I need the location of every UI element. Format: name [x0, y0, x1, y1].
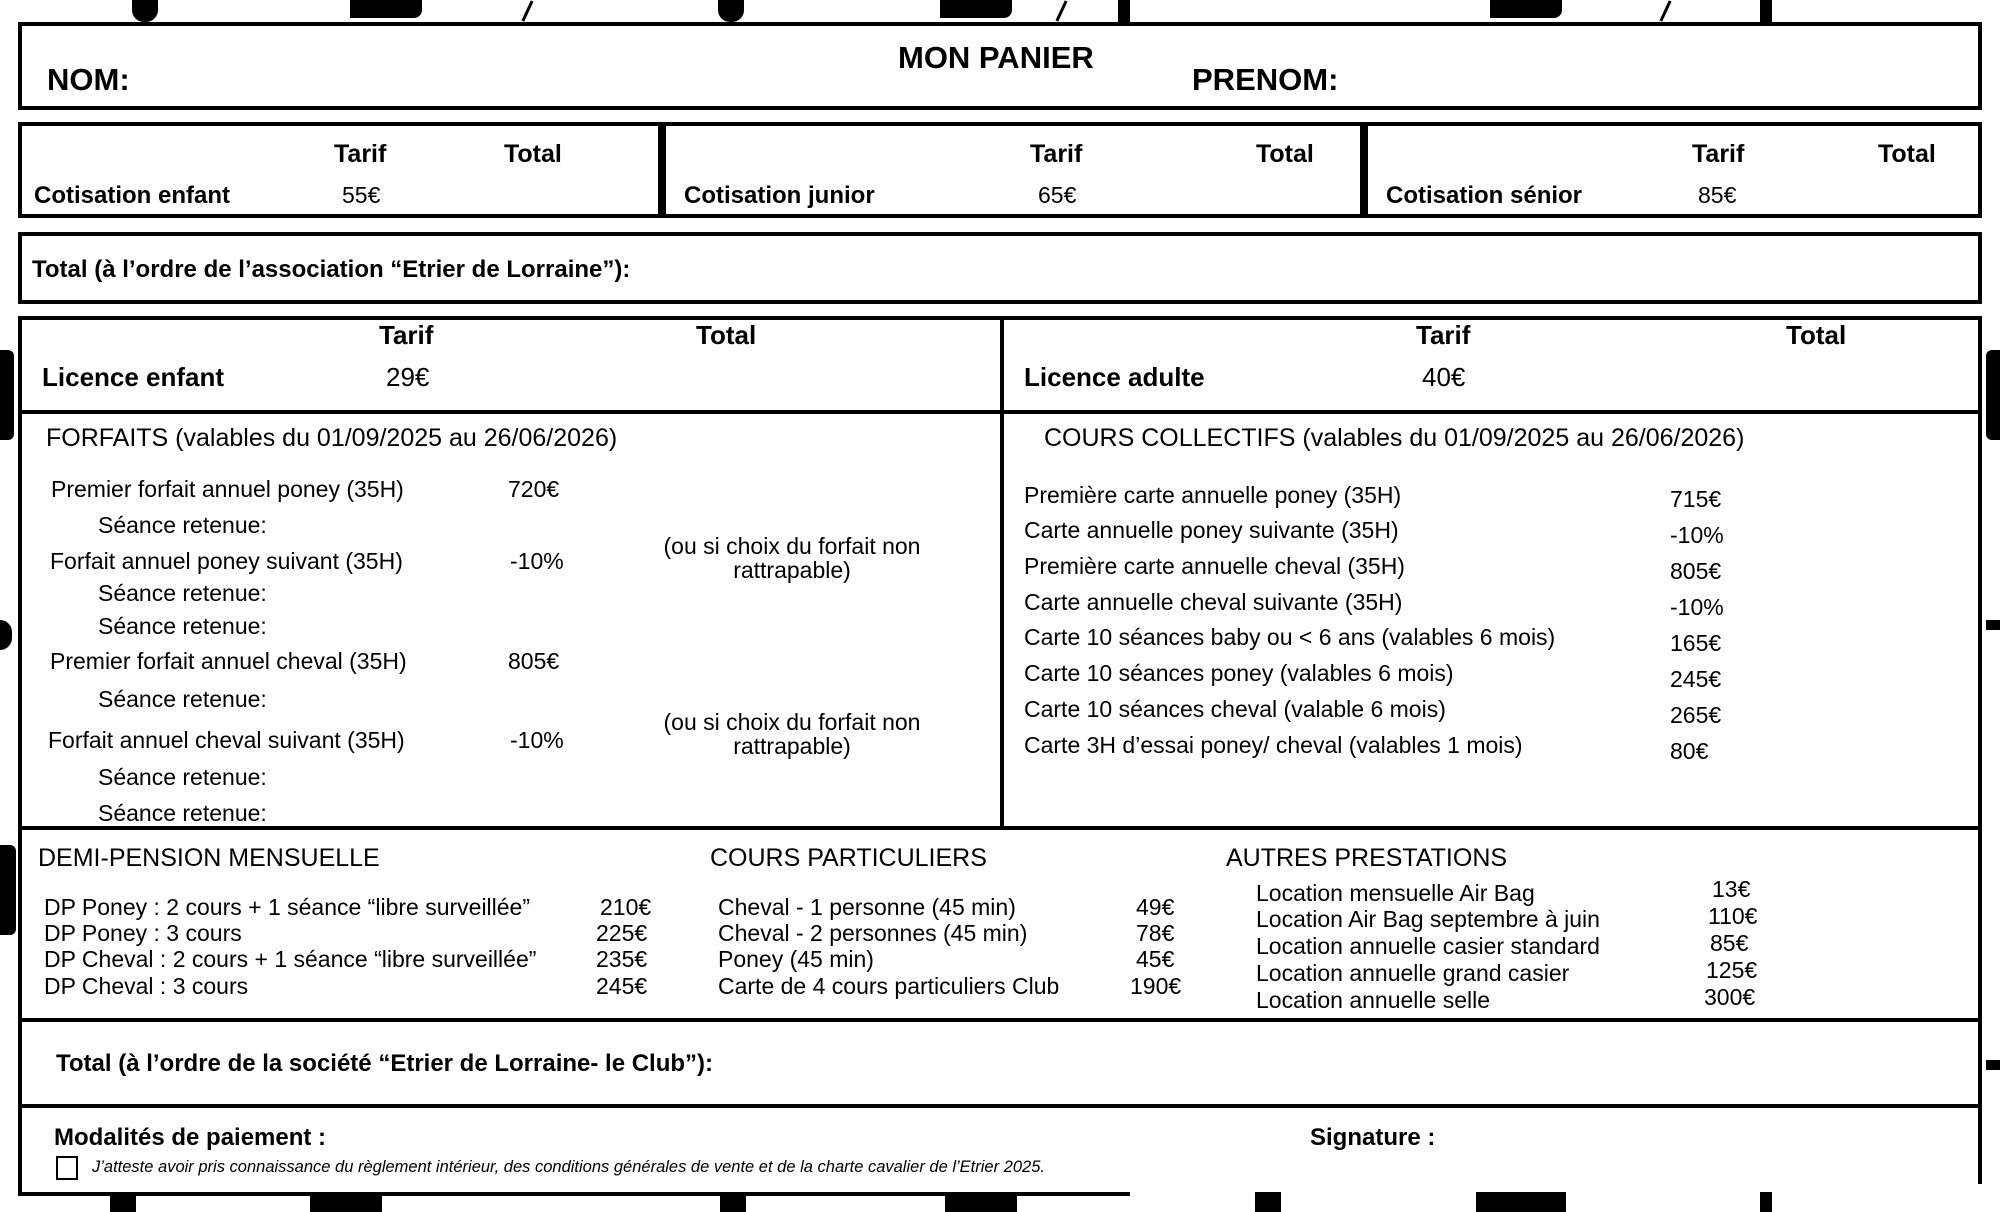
total-header: Total [1786, 320, 1847, 350]
paiement-box-right [1978, 1104, 1982, 1184]
total-header: Total [1256, 140, 1314, 168]
tarif-header: Tarif [1030, 140, 1083, 168]
cours-collectif-label: Carte 10 séances poney (valables 6 mois) [1024, 660, 1454, 686]
prestation-price: 300€ [1704, 984, 1756, 1010]
whip-icon [1659, 0, 1671, 21]
cours-collectif-label: Première carte annuelle cheval (35H) [1024, 553, 1405, 579]
tarif-header: Tarif [1692, 140, 1745, 168]
licence-enfant-label: Licence enfant [42, 362, 225, 392]
cours-collectif-price: 805€ [1670, 558, 1722, 584]
total-header: Total [504, 140, 562, 168]
prestation-label: Location annuelle selle [1256, 987, 1491, 1013]
cotisation-junior-box [662, 122, 1364, 218]
cours-collectif-label: Carte annuelle poney suivante (35H) [1024, 517, 1399, 543]
prestation-label: Location annuelle grand casier [1256, 960, 1570, 986]
saddle-icon [1490, 0, 1562, 18]
demi-pension-label: DP Poney : 3 cours [44, 920, 242, 946]
cours-collectifs-title: COURS COLLECTIFS (valables du 01/09/2025 au 26/06/2026) [1044, 424, 1745, 452]
demi-pension-label: DP Cheval : 2 cours + 1 séance “libre surveillée” [44, 946, 537, 972]
cours-collectif-label: Carte annuelle cheval suivante (35H) [1024, 589, 1403, 615]
prestation-price: 110€ [1708, 903, 1758, 929]
cours-particuliers-title: COURS PARTICULIERS [710, 844, 987, 872]
forfait-row-price: -10% [510, 548, 564, 574]
saddle-icon [350, 0, 422, 18]
saddle-icon [310, 1196, 382, 1212]
cours-collectif-price: -10% [1670, 594, 1724, 620]
cours-collectif-label: Carte 10 séances cheval (valable 6 mois) [1024, 696, 1446, 722]
horse-silhouette-icon [720, 1196, 746, 1212]
divider [22, 410, 1982, 414]
saddle-side-icon [1986, 350, 2000, 440]
cours-collectif-label: Carte 10 séances baby ou < 6 ans (valables 6 mois) [1024, 624, 1556, 650]
cours-particulier-label: Cheval - 1 personne (45 min) [718, 894, 1016, 920]
horse-silhouette-icon [1255, 1192, 1281, 1212]
page-title: MON PANIER [898, 40, 1094, 75]
demi-pension-price: 210€ [600, 894, 652, 920]
cours-collectif-price: 245€ [1670, 666, 1722, 692]
saddle-icon [1476, 1192, 1566, 1212]
note-line: rattrapable) [733, 733, 851, 759]
stirrup-icon [1118, 0, 1130, 22]
horse-side-icon [1986, 620, 2000, 630]
demi-pension-label: DP Cheval : 3 cours [44, 973, 249, 999]
whip-icon [521, 0, 533, 21]
note-line: (ou si choix du forfait non [663, 709, 921, 735]
tarif-header: Tarif [1416, 320, 1471, 350]
horse-silhouette-icon [718, 0, 744, 22]
cotisation-junior-tarif: 65€ [1038, 182, 1077, 208]
cotisation-senior-box [1364, 122, 1982, 218]
prestation-price: 125€ [1706, 957, 1758, 983]
forfait-row-price: 720€ [508, 476, 560, 502]
paiement-box-top-right [1128, 1104, 1982, 1108]
cotisation-senior-tarif: 85€ [1698, 182, 1737, 208]
total-societe-label: Total (à l’ordre de la société “Etrier de Lorraine- le Club”): [56, 1050, 714, 1077]
divider [1000, 320, 1004, 830]
licence-adulte-tarif: 40€ [1422, 362, 1466, 392]
tarif-header: Tarif [334, 140, 387, 168]
cotisation-senior-label: Cotisation sénior [1386, 182, 1583, 209]
saddle-icon [945, 1196, 1017, 1212]
seance-retenue-label: Séance retenue: [98, 764, 267, 790]
header-box [18, 22, 1982, 110]
licences-forfaits-box [18, 316, 1982, 830]
forfait-row-price: 805€ [508, 648, 560, 674]
cours-particulier-price: 49€ [1136, 894, 1175, 920]
demi-pension-title: DEMI-PENSION MENSUELLE [38, 844, 380, 872]
cours-collectif-label: Carte 3H d’essai poney/ cheval (valables 1 mois) [1024, 732, 1523, 758]
cours-collectif-price: -10% [1670, 522, 1724, 548]
demi-pension-price: 245€ [596, 973, 648, 999]
note-line: (ou si choix du forfait non [663, 533, 921, 559]
cours-particulier-label: Cheval - 2 personnes (45 min) [718, 920, 1028, 946]
cotisation-enfant-tarif: 55€ [342, 182, 381, 208]
prestation-price: 85€ [1710, 930, 1749, 956]
seance-retenue-label: Séance retenue: [98, 613, 267, 639]
nom-label: NOM: [47, 62, 130, 97]
cours-collectif-price: 715€ [1670, 486, 1722, 512]
seance-retenue-label: Séance retenue: [98, 580, 267, 606]
attestation-checkbox[interactable] [56, 1156, 78, 1180]
forfaits-title: FORFAITS (valables du 01/09/2025 au 26/06/2026) [46, 424, 618, 452]
cours-particulier-label: Poney (45 min) [718, 946, 874, 972]
cotisation-junior-label: Cotisation junior [684, 182, 875, 209]
forfait-row-label: Forfait annuel cheval suivant (35H) [48, 727, 405, 753]
prestation-label: Location annuelle casier standard [1256, 933, 1600, 959]
prestation-label: Location mensuelle Air Bag [1256, 880, 1535, 906]
cours-collectif-price: 165€ [1670, 630, 1722, 656]
horse-silhouette-icon [132, 0, 158, 22]
stirrup-icon [1760, 1192, 1772, 1212]
forfait-row-label: Premier forfait annuel cheval (35H) [50, 648, 407, 674]
forfait-row-label: Premier forfait annuel poney (35H) [51, 476, 404, 502]
cotisation-enfant-box [18, 122, 662, 218]
seance-retenue-label: Séance retenue: [98, 512, 267, 538]
seance-retenue-label: Séance retenue: [98, 686, 267, 712]
forfait-row-label: Forfait annuel poney suivant (35H) [50, 548, 403, 574]
services-box [18, 826, 1982, 1022]
saddle-side-icon [0, 845, 16, 935]
stirrup-icon [1760, 0, 1772, 22]
forfait-row-price: -10% [510, 727, 564, 753]
autres-prestations-title: AUTRES PRESTATIONS [1226, 844, 1508, 872]
saddle-side-icon [0, 350, 14, 440]
total-association-label: Total (à l’ordre de l’association “Etrier de Lorraine”): [32, 256, 631, 283]
note-line: rattrapable) [733, 557, 851, 583]
total-header: Total [1878, 140, 1936, 168]
demi-pension-label: DP Poney : 2 cours + 1 séance “libre surveillée” [44, 894, 531, 920]
horse-silhouette-icon [110, 1196, 136, 1212]
tarif-header: Tarif [379, 320, 434, 350]
demi-pension-price: 225€ [596, 920, 648, 946]
whip-icon [1055, 0, 1067, 21]
prestation-price: 13€ [1712, 876, 1751, 902]
prenom-label: PRENOM: [1192, 62, 1339, 97]
cotisation-enfant-label: Cotisation enfant [34, 182, 230, 209]
attestation-text: J’atteste avoir pris connaissance du règlement intérieur, des conditions générales de vente et de la charte cavalier de l’Etrier 2025. [92, 1158, 1045, 1176]
total-societe-box [18, 1018, 1982, 1108]
forfait-note [632, 534, 952, 582]
cours-collectif-price: 80€ [1670, 738, 1709, 764]
prestation-label: Location Air Bag septembre à juin [1256, 906, 1600, 932]
cours-particulier-price: 45€ [1136, 946, 1175, 972]
cours-particulier-price: 78€ [1136, 920, 1175, 946]
horse-side-icon [1986, 1060, 2000, 1070]
signature-label: Signature : [1310, 1124, 1436, 1151]
total-header: Total [696, 320, 757, 350]
total-association-box [18, 232, 1982, 304]
cours-particulier-label: Carte de 4 cours particuliers Club [718, 973, 1060, 999]
cours-collectif-price: 265€ [1670, 702, 1722, 728]
forfait-note [632, 710, 952, 758]
modalites-paiement-label: Modalités de paiement : [54, 1124, 327, 1151]
cours-particulier-price: 190€ [1130, 973, 1182, 999]
seance-retenue-label: Séance retenue: [98, 800, 267, 826]
saddle-icon [940, 0, 1012, 18]
demi-pension-price: 235€ [596, 946, 648, 972]
licence-adulte-label: Licence adulte [1024, 362, 1205, 392]
licence-enfant-tarif: 29€ [386, 362, 430, 392]
cours-collectif-label: Première carte annuelle poney (35H) [1024, 482, 1402, 508]
horse-side-icon [0, 620, 12, 650]
